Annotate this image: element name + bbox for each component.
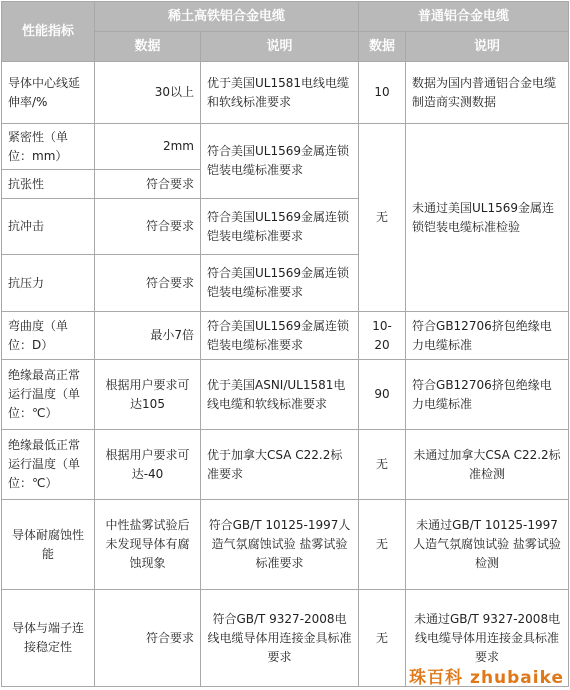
- comparison-table: [1, 1, 569, 687]
- b-desc-cell: 符合GB12706挤包绝缘电力电缆标准: [406, 312, 569, 360]
- a-data-cell: 符合要求: [95, 590, 201, 687]
- a-data-cell: 符合要求: [95, 170, 201, 199]
- table-row: [2, 500, 569, 590]
- b-data-cell: 无: [359, 500, 406, 590]
- b-desc-cell: 符合GB12706挤包绝缘电力电缆标准: [406, 360, 569, 430]
- table-row: [2, 360, 569, 430]
- b-desc-cell: 未通过加拿大CSA C22.2标准检测: [406, 430, 569, 500]
- a-data-cell: 2mm: [95, 124, 201, 170]
- watermark-logo: 珠百科 zhubaike: [409, 668, 564, 688]
- metric-cell: 导体与端子连接稳定性: [2, 590, 95, 687]
- a-data-cell: 最小7倍: [95, 312, 201, 360]
- header-group-b: 普通铝合金电缆: [359, 2, 569, 32]
- header-b-data: 数据: [359, 32, 406, 62]
- b-desc-cell: 数据为国内普通铝合金电缆制造商实测数据: [406, 62, 569, 124]
- a-desc-cell: 符合美国UL1569金属连锁铠装电缆标准要求: [201, 312, 359, 360]
- a-desc-cell: 优于美国UL1581电线电缆和软线标准要求: [201, 62, 359, 124]
- header-a-desc: 说明: [201, 32, 359, 62]
- b-data-cell: 无: [359, 430, 406, 500]
- b-desc-cell: 未通过GB/T 10125-1997人造气氛腐蚀试验 盐雾试验检测: [406, 500, 569, 590]
- b-data-cell: 90: [359, 360, 406, 430]
- b-data-cell: 无: [359, 590, 406, 687]
- a-data-cell: 符合要求: [95, 199, 201, 255]
- metric-cell: 绝缘最高正常运行温度（单位：℃）: [2, 360, 95, 430]
- a-desc-cell: 符合GB/T 9327-2008电线电缆导体用连接金具标准要求: [201, 590, 359, 687]
- header-group-a: 稀土高铁铝合金电缆: [95, 2, 359, 32]
- metric-cell: 绝缘最低正常运行温度（单位：℃）: [2, 430, 95, 500]
- a-desc-cell: 符合GB/T 10125-1997人造气氛腐蚀试验 盐雾试验标准要求: [201, 500, 359, 590]
- table-row: [2, 124, 569, 170]
- b-data-cell: 10: [359, 62, 406, 124]
- b-data-merged: 无: [359, 124, 406, 312]
- a-data-cell: 根据用户要求可达-40: [95, 430, 201, 500]
- a-data-cell: 根据用户要求可达105: [95, 360, 201, 430]
- a-desc-cell: 优于美国ASNI/UL1581电线电缆和软线标准要求: [201, 360, 359, 430]
- b-data-cell: 10-20: [359, 312, 406, 360]
- table-row: [2, 312, 569, 360]
- metric-cell: 紧密性（单位：mm）: [2, 124, 95, 170]
- a-desc-cell: 优于加拿大CSA C22.2标准要求: [201, 430, 359, 500]
- metric-cell: 抗张性: [2, 170, 95, 199]
- table-row: [2, 62, 569, 124]
- metric-cell: 抗冲击: [2, 199, 95, 255]
- metric-cell: 抗压力: [2, 255, 95, 312]
- a-desc-cell: 符合美国UL1569金属连锁铠装电缆标准要求: [201, 124, 359, 199]
- header-a-data: 数据: [95, 32, 201, 62]
- header-metric: 性能指标: [2, 2, 95, 62]
- metric-cell: 导体中心线延伸率/%: [2, 62, 95, 124]
- a-data-cell: 符合要求: [95, 255, 201, 312]
- metric-cell: 导体耐腐蚀性能: [2, 500, 95, 590]
- b-desc-cell: 未通过GB/T 9327-2008电线电缆导体用连接金具标准要求: [406, 590, 569, 687]
- a-data-cell: 中性盐雾试验后未发现导体有腐蚀现象: [95, 500, 201, 590]
- header-b-desc: 说明: [406, 32, 569, 62]
- b-desc-merged: 未通过美国UL1569金属连锁铠装电缆标准检验: [406, 124, 569, 312]
- a-desc-cell: 符合美国UL1569金属连锁铠装电缆标准要求: [201, 199, 359, 255]
- a-desc-cell: 符合美国UL1569金属连锁铠装电缆标准要求: [201, 255, 359, 312]
- table-row: [2, 430, 569, 500]
- a-data-cell: 30以上: [95, 62, 201, 124]
- metric-cell: 弯曲度（单位：D）: [2, 312, 95, 360]
